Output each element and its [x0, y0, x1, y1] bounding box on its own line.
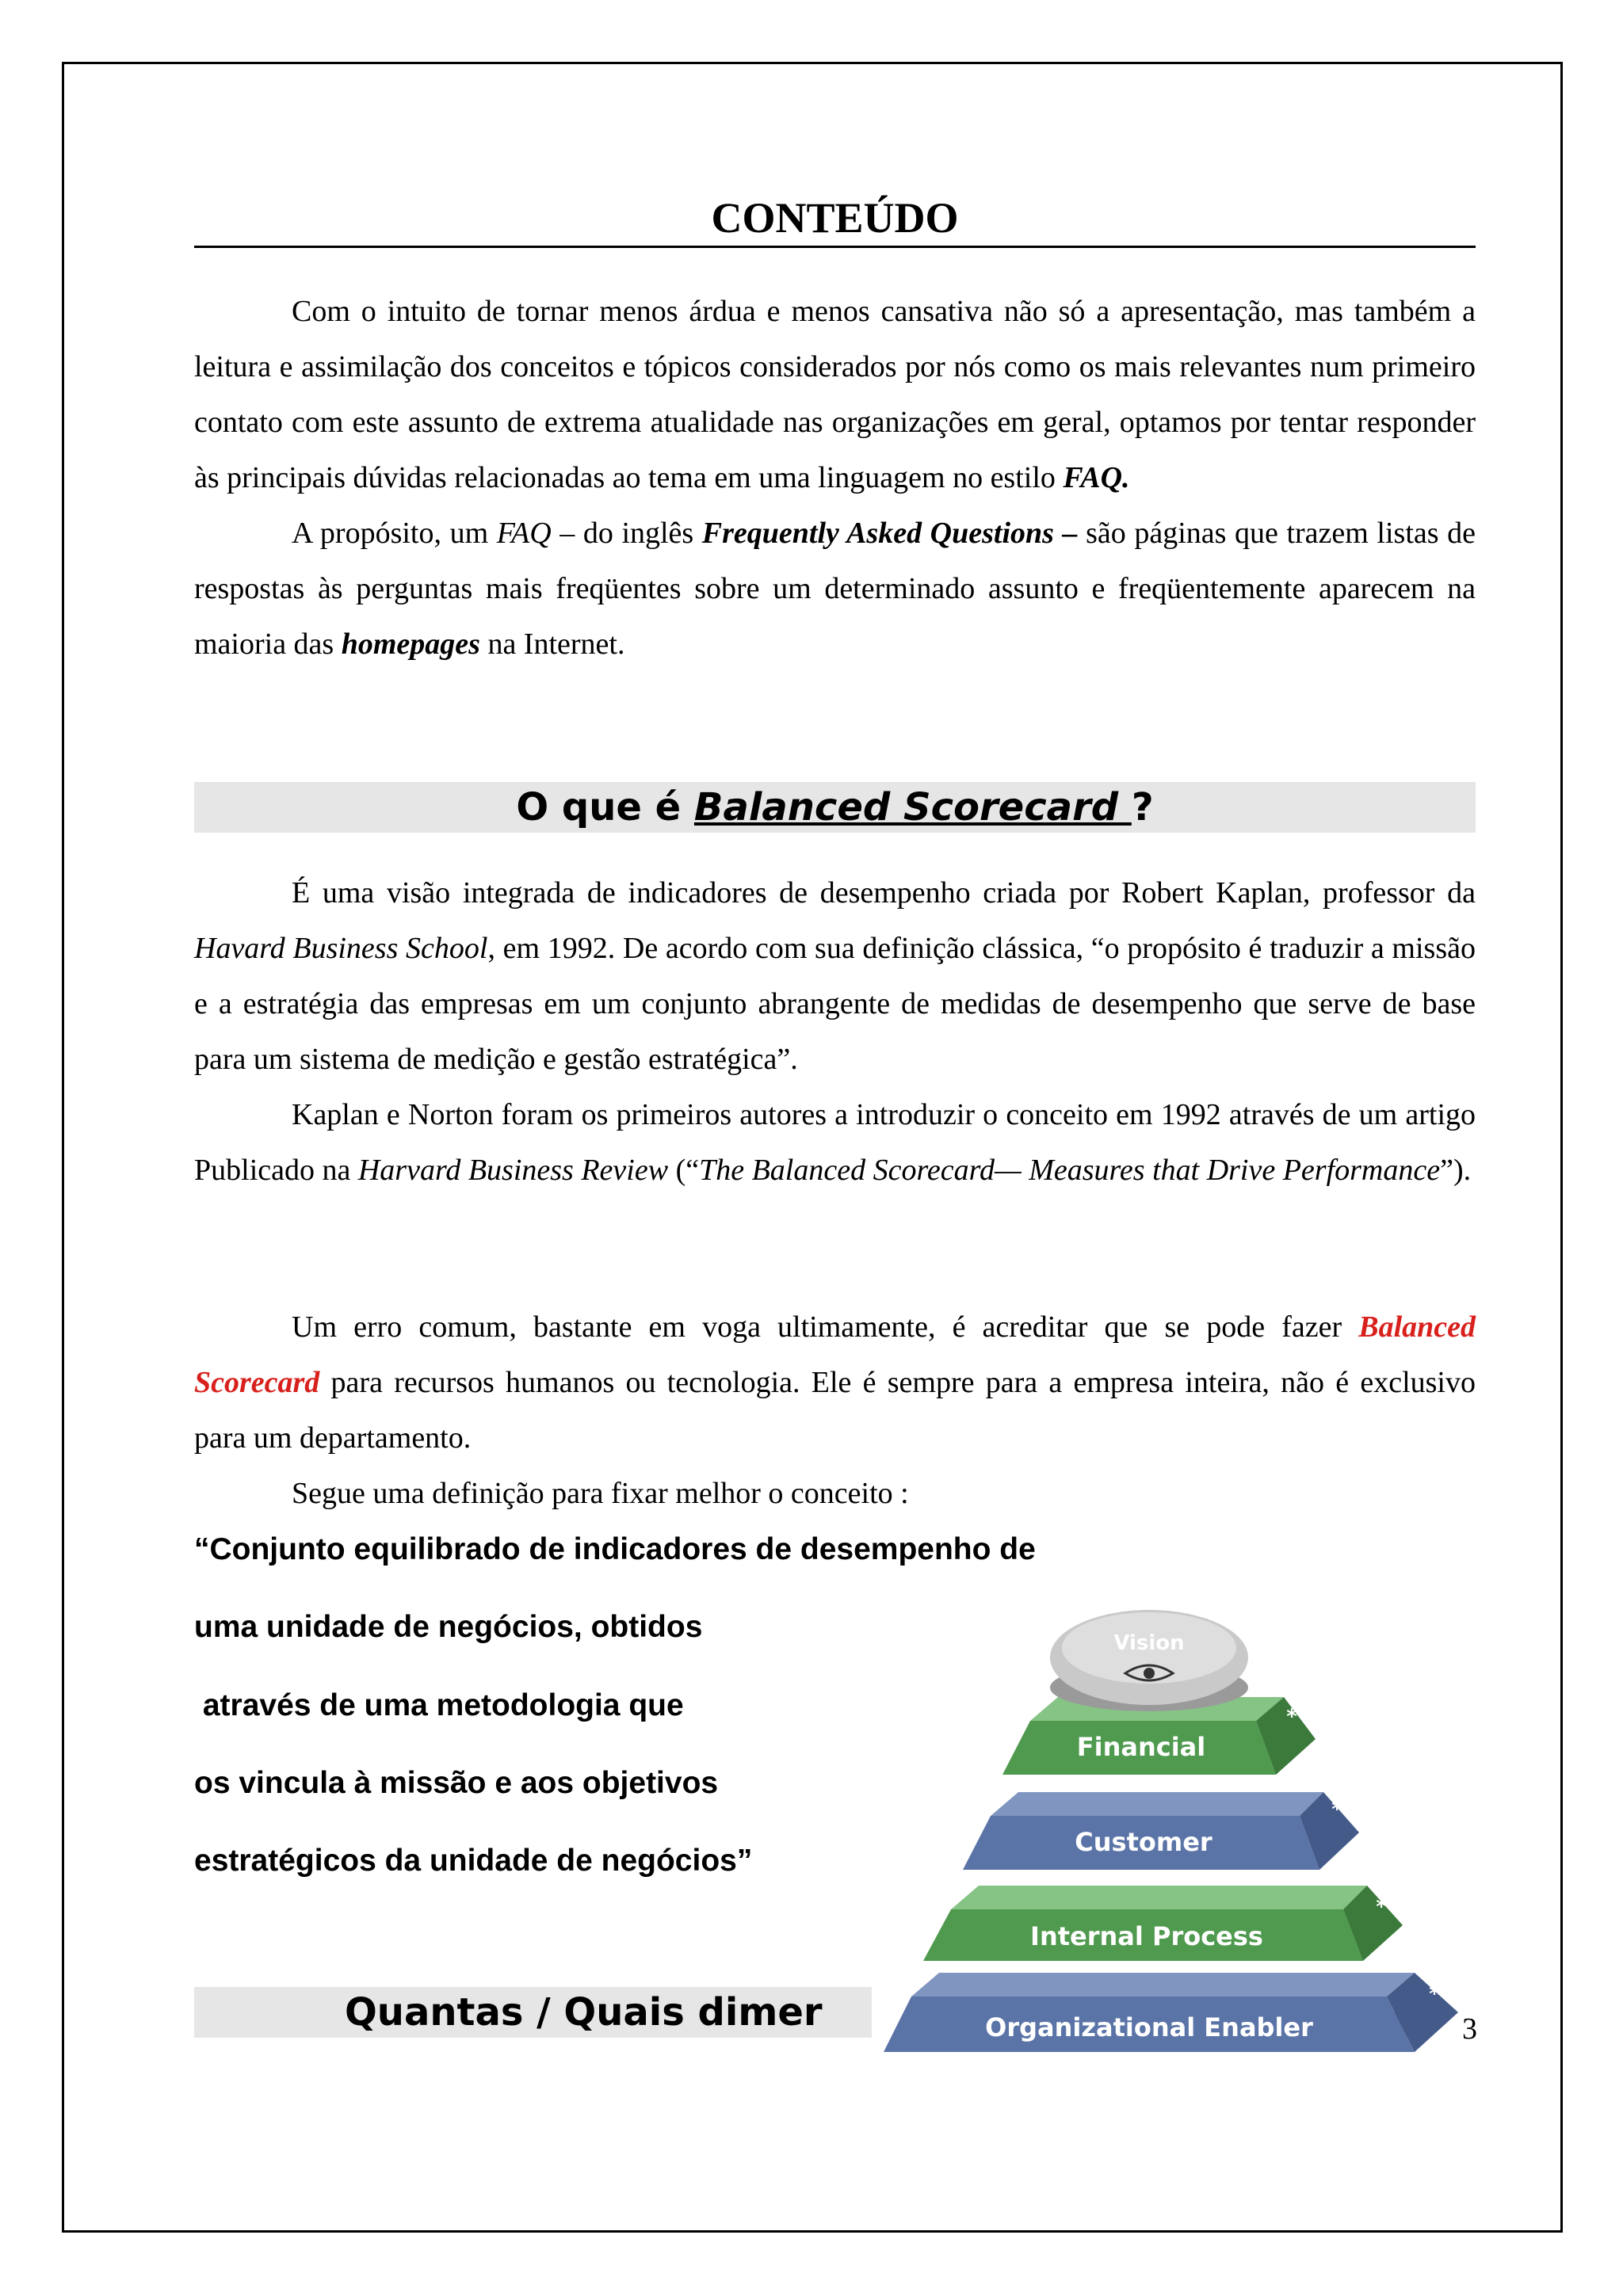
paragraph-faq-text-d: na Internet.: [479, 627, 625, 661]
paragraph-kaplan-text-b: (“: [668, 1154, 700, 1187]
paragraph-error-text-b: para recursos humanos ou tecnologia. Ele é sempre para a empresa inteira, não é exclusivo para um departamento.: [194, 1366, 1476, 1455]
havard-business-school: Havard Business School: [194, 932, 488, 965]
quote-line-4: os vincula à missão e aos objetivos: [194, 1766, 719, 1800]
paragraph-kaplan-norton: [194, 1087, 1476, 1198]
marker-process: *: [1376, 1895, 1387, 1919]
paragraph-intro: [194, 284, 1476, 505]
quote-line-2: uma unidade de negócios, obtidos: [194, 1610, 703, 1644]
paragraph-faq: [194, 505, 1476, 672]
paragraph-faq-text-b: – do inglês: [551, 517, 702, 550]
paragraph-kaplan-text-c: ”).: [1440, 1154, 1472, 1187]
quote-line-3: através de uma metodologia que: [194, 1688, 684, 1722]
balanced-scorecard-highlight: Balanced Scorecard: [194, 1310, 1476, 1399]
layer-label-financial: Financial: [1076, 1732, 1206, 1762]
enabler-top: [911, 1973, 1415, 1997]
layer-label-process: Internal Process: [1030, 1921, 1263, 1951]
homepages-term: homepages: [341, 627, 480, 661]
paragraph-definition-text-b: , em 1992. De acordo com sua definição clássica, “o propósito é traduzir a missão e a estratégia das empresas em um conjunto abrangente de medidas de desempenho que serve de base para um sistema de medição e gestão estratégica”.: [194, 932, 1476, 1076]
paragraph-intro-text: Com o intuito de tornar menos árdua e menos cansativa não só a apresentação, mas também a leitura e assimilação dos conceitos e tópicos considerados por nós como os mais relevantes num primeiro contato com este assunto de extrema atualidade nas organizações em geral, optamos por tentar responder às principais dúvidas relacionadas ao tema em uma linguagem no estilo: [194, 295, 1476, 494]
paragraph-common-error: [194, 1299, 1476, 1466]
faq-term: FAQ.: [1063, 461, 1130, 494]
paragraph-kaplan-text-a: Kaplan e Norton foram os primeiros autores a introduzir o conceito em 1992 através de um artigo Publicado na: [194, 1098, 1476, 1187]
marker-customer: *: [1331, 1798, 1342, 1821]
marker-enabler: *: [1429, 1982, 1440, 2006]
page-title: CONTEÚDO: [194, 190, 1476, 248]
marker-financial: *: [1286, 1705, 1297, 1729]
paragraph-definition-intro: Segue uma definição para fixar melhor o conceito :: [292, 1477, 909, 1510]
process-top: [951, 1886, 1367, 1909]
frequently-asked-questions-term: Frequently Asked Questions –: [701, 517, 1078, 550]
intro-section: [194, 284, 1476, 672]
layer-label-customer: Customer: [1075, 1827, 1212, 1857]
paragraph-faq-text-a: A propósito, um: [292, 517, 497, 550]
bsc-pyramid-diagram: [868, 1608, 1486, 2076]
quote-line-1: “Conjunto equilibrado de indicadores de desempenho de: [194, 1532, 1036, 1566]
definition-section: [194, 865, 1476, 1198]
common-error-section: [194, 1299, 1476, 1521]
section-heading-dimensions: Quantas / Quais dimer: [194, 1987, 872, 2038]
section-heading-term: Balanced Scorecard: [693, 785, 1132, 830]
quote-line-5: estratégicos da unidade de negócios”: [194, 1844, 753, 1878]
layer-label-enabler: Organizational Enabler: [985, 2012, 1313, 2042]
section-heading-prefix: O que é: [516, 785, 694, 830]
paragraph-faq-text-c: são páginas que trazem listas de respostas às perguntas mais freqüentes sobre um determinado assunto e freqüentemente aparecem na maioria das: [194, 517, 1476, 661]
paragraph-definition-text-a: É uma visão integrada de indicadores de desempenho criada por Robert Kaplan, professor da: [292, 876, 1476, 910]
section-heading-what-is-bsc: [194, 782, 1476, 833]
section-heading-suffix: ?: [1131, 785, 1154, 830]
customer-top: [991, 1792, 1323, 1816]
article-title: The Balanced Scorecard— Measures that Drive Performance: [699, 1154, 1441, 1187]
faq-term-italic: FAQ: [496, 517, 552, 550]
page-number: 3: [1462, 2012, 1477, 2046]
paragraph-error-text-a: Um erro comum, bastante em voga ultimamente, é acreditar que se pode fazer: [292, 1310, 1359, 1344]
vision-label: Vision: [1113, 1631, 1185, 1655]
harvard-business-review: Harvard Business Review: [357, 1154, 669, 1187]
paragraph-definition: [194, 865, 1476, 1087]
